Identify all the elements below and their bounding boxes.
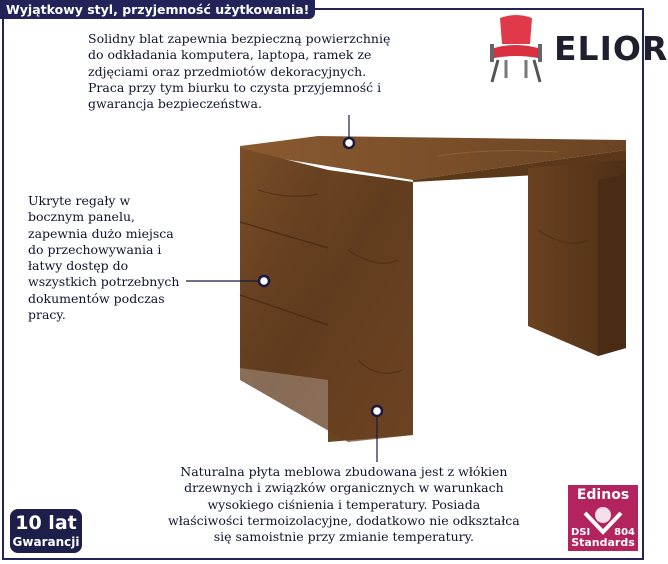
warranty-label: Gwarancji <box>12 535 80 549</box>
edinos-code-right: 804 <box>614 527 635 538</box>
callout-line: zapewnia dużo miejsca <box>28 225 174 241</box>
callout-line: Naturalna płyta meblowa zbudowana jest z włókien <box>180 464 508 479</box>
marker-dot <box>372 406 382 416</box>
callout-line: pracy. <box>28 307 66 323</box>
callout-line: do odkładania komputera, laptopa, ramek ze <box>88 47 372 63</box>
callout-line: do przechowywania i <box>28 241 162 257</box>
warranty-badge <box>10 509 82 553</box>
callout-line: Praca przy tym biurku to czysta przyjemność i <box>88 79 382 95</box>
edinos-label: Standards <box>571 536 635 549</box>
callout-line: Solidny blat zapewnia bezpieczną powierzchnię <box>88 31 391 46</box>
callout-line: gwarancja bezpieczeństwa. <box>88 96 262 112</box>
brand-name: ELIOR <box>554 29 668 68</box>
edinos-name: Edinos <box>576 487 630 503</box>
callout-line: wysokiego ciśnienia i temperatury. Posiada <box>207 496 481 512</box>
marker-dot <box>259 276 269 286</box>
callout-line: bocznym panelu, <box>28 209 135 225</box>
marker-dot <box>344 138 354 148</box>
callout-line: zdjęciami oraz przedmiotów dekoracyjnych. <box>88 63 367 79</box>
callout-line: dokumentów podczas <box>28 290 165 306</box>
edinos-code-left: DSI <box>571 527 591 538</box>
callout-material <box>168 464 520 545</box>
callout-line: Ukryte regały w <box>28 193 131 208</box>
callout-line: łatwy dostęp do <box>28 258 129 274</box>
edinos-badge <box>568 485 638 551</box>
warranty-years: 10 lat <box>15 512 77 534</box>
callout-line: drzewnych i związków organicznych w warunkach <box>184 480 504 496</box>
callout-line: się samoistnie przy zmianie temperatury. <box>213 529 475 545</box>
header-title: Wyjątkowy styl, przyjemność użytkowania! <box>0 0 315 19</box>
callout-line: wszystkich potrzebnych <box>28 274 180 290</box>
callout-line: właściwości termoizolacyjne, dodatkowo nie odkształca <box>168 512 520 528</box>
